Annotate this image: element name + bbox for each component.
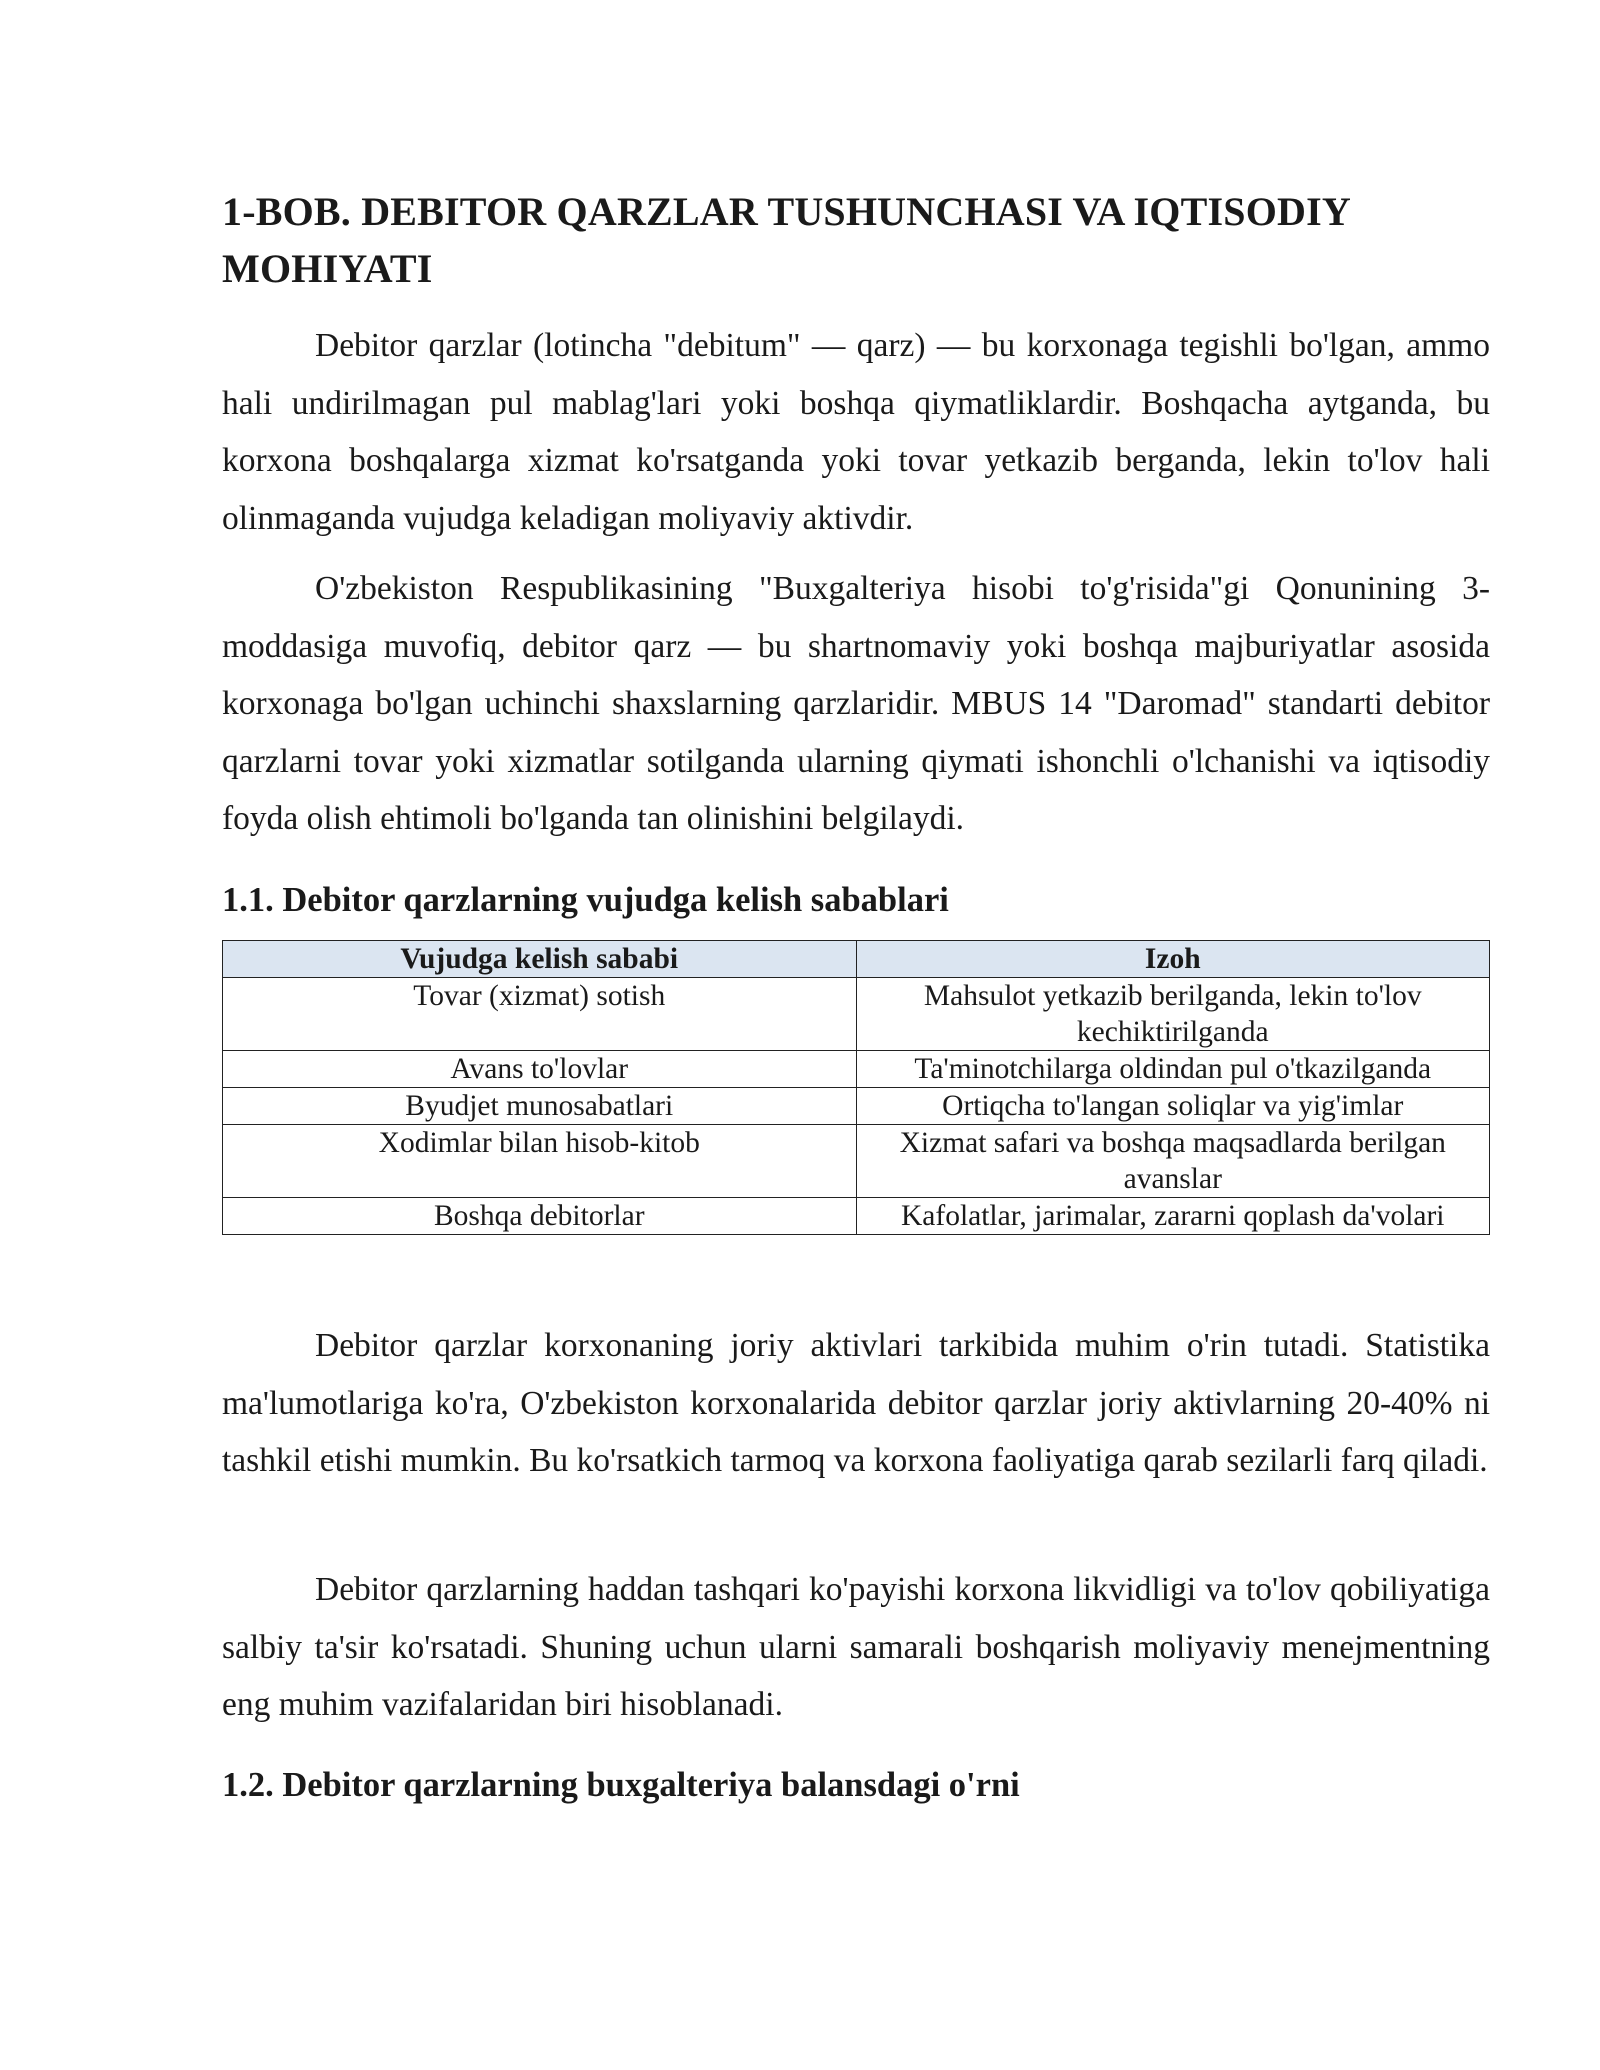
table-cell-note: Kafolatlar, jarimalar, zararni qoplash da'volari bbox=[856, 1198, 1490, 1235]
table-cell-cause: Xodimlar bilan hisob-kitob bbox=[223, 1125, 857, 1198]
table-header-note: Izoh bbox=[856, 941, 1490, 978]
table-row bbox=[223, 978, 1490, 1051]
section-heading-1-1: 1.1. Debitor qarzlarning vujudga kelish sabablari bbox=[222, 881, 949, 919]
table-cell-cause: Boshqa debitorlar bbox=[223, 1198, 857, 1235]
table-row bbox=[223, 1051, 1490, 1088]
section-heading-1-2: 1.2. Debitor qarzlarning buxgalteriya balansdagi o'rni bbox=[222, 1766, 1020, 1804]
table-header-cause: Vujudga kelish sababi bbox=[223, 941, 857, 978]
table-cell-note: Mahsulot yetkazib berilganda, lekin to'lov kechiktirilganda bbox=[856, 978, 1490, 1051]
chapter-title: 1-BOB. DEBITOR QARZLAR TUSHUNCHASI VA IQTISODIY MOHIYATI bbox=[222, 189, 1350, 291]
paragraph-legal-basis: O'zbekiston Respublikasining "Buxgalteriya hisobi to'g'risida"gi Qonunining 3-moddasiga muvofiq, debitor qarz — bu shartnomaviy yoki boshqa majburiyatlar asosida korxonaga bo'lgan uchinchi shaxslarning qarzlaridir. MBUS 14 "Daromad" standarti debitor qarzlarni tovar yoki xizmatlar sotilganda ularning qiymati ishonchli o'lchanishi va iqtisodiy foyda olish ehtimoli bo'lganda tan olinishini belgilaydi. bbox=[222, 570, 1490, 837]
table-row bbox=[223, 1198, 1490, 1235]
paragraph-liquidity: Debitor qarzlarning haddan tashqari ko'payishi korxona likvidligi va to'lov qobiliyatiga salbiy ta'sir ko'rsatadi. Shuning uchun ularni samarali boshqarish moliyaviy menejmentning eng muhim vazifalaridan biri hisoblanadi. bbox=[222, 1571, 1490, 1723]
causes-table bbox=[222, 940, 1490, 1235]
table-cell-note: Xizmat safari va boshqa maqsadlarda berilgan avanslar bbox=[856, 1125, 1490, 1198]
table-cell-note: Ortiqcha to'langan soliqlar va yig'imlar bbox=[856, 1088, 1490, 1125]
table-cell-note: Ta'minotchilarga oldindan pul o'tkazilganda bbox=[856, 1051, 1490, 1088]
table-cell-cause: Byudjet munosabatlari bbox=[223, 1088, 857, 1125]
table-row bbox=[223, 1088, 1490, 1125]
paragraph-current-assets: Debitor qarzlar korxonaning joriy aktivlari tarkibida muhim o'rin tutadi. Statistika ma'lumotlariga ko'ra, O'zbekiston korxonalarida debitor qarzlar joriy aktivlarning 20-40% ni tashkil etishi mumkin. Bu ko'rsatkich tarmoq va korxona faoliyatiga qarab sezilarli farq qiladi. bbox=[222, 1327, 1490, 1479]
table-row bbox=[223, 1125, 1490, 1198]
table-header-row bbox=[223, 941, 1490, 978]
table-cell-cause: Tovar (xizmat) sotish bbox=[223, 978, 857, 1051]
table-cell-cause: Avans to'lovlar bbox=[223, 1051, 857, 1088]
paragraph-definition: Debitor qarzlar (lotincha "debitum" — qarz) — bu korxonaga tegishli bo'lgan, ammo hali undirilmagan pul mablag'lari yoki boshqa qiymatliklardir. Boshqacha aytganda, bu korxona boshqalarga xizmat ko'rsatganda yoki tovar yetkazib berganda, lekin to'lov hali olinmaganda vujudga keladigan moliyaviy aktivdir. bbox=[222, 327, 1490, 537]
